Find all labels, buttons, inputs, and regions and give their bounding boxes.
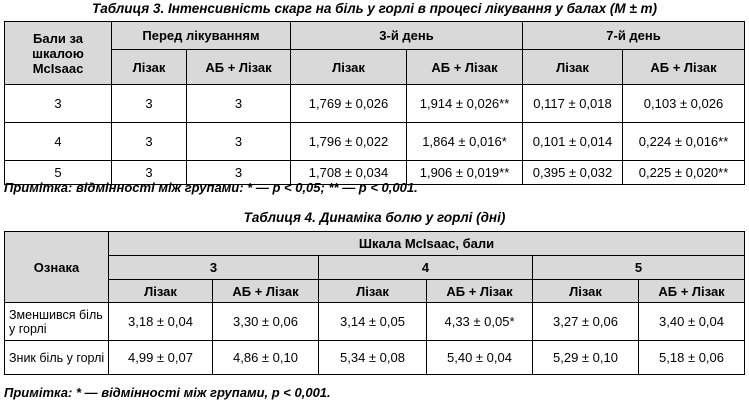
- value-cell: 3,40 ± 0,04: [639, 303, 745, 341]
- sign-column-header: Ознака: [5, 232, 109, 303]
- value-cell: 0,225 ± 0,020**: [623, 161, 745, 185]
- table4: [4, 231, 745, 375]
- value-cell: 3,30 ± 0,06: [213, 303, 319, 341]
- table3-note: Примітка: відмінності між групами: * — p < 0,05; ** — p < 0,001.: [4, 180, 418, 195]
- value-cell: 4,86 ± 0,10: [213, 341, 319, 375]
- score-header-5: 5: [533, 256, 745, 280]
- value-cell: 4,99 ± 0,07: [109, 341, 213, 375]
- value-cell: 1,769 ± 0,026: [291, 85, 407, 123]
- value-cell: 0,103 ± 0,026: [623, 85, 745, 123]
- value-cell: 5,29 ± 0,10: [533, 341, 639, 375]
- table3: [4, 21, 745, 185]
- subheader-ab-lizak: АБ + Лізак: [623, 50, 745, 85]
- score-column-header: Бали за шкалою McIsaac: [5, 22, 112, 85]
- group-header-before: Перед лікуванням: [112, 22, 291, 50]
- score-header-3: 3: [109, 256, 319, 280]
- subheader-ab-lizak: АБ + Лізак: [639, 280, 745, 303]
- scale-header: Шкала McIsaac, бали: [109, 232, 745, 256]
- row-label: Зменшився біль у горлі: [5, 303, 109, 341]
- value-cell: 1,914 ± 0,026**: [407, 85, 523, 123]
- subheader-ab-lizak: АБ + Лізак: [213, 280, 319, 303]
- value-cell: 3: [112, 85, 187, 123]
- table-row: [5, 341, 745, 375]
- score-cell: 5: [5, 161, 112, 185]
- value-cell: 3: [112, 161, 187, 185]
- row-label: Зник біль у горлі: [5, 341, 109, 375]
- value-cell: 5,18 ± 0,06: [639, 341, 745, 375]
- subheader-ab-lizak: АБ + Лізак: [187, 50, 291, 85]
- table4-note: Примітка: * — відмінності між групами, p < 0,001.: [4, 385, 331, 400]
- group-header-day3: 3-й день: [291, 22, 523, 50]
- group-header-day7: 7-й день: [523, 22, 745, 50]
- value-cell: 0,224 ± 0,016**: [623, 123, 745, 161]
- value-cell: 3,27 ± 0,06: [533, 303, 639, 341]
- value-cell: 1,906 ± 0,019**: [407, 161, 523, 185]
- subheader-lizak: Лізак: [112, 50, 187, 85]
- value-cell: 0,395 ± 0,032: [523, 161, 623, 185]
- table4-caption: Таблиця 4. Динаміка болю у горлі (дні): [243, 210, 506, 225]
- subheader-lizak: Лізак: [109, 280, 213, 303]
- subheader-lizak: Лізак: [319, 280, 427, 303]
- score-cell: 4: [5, 123, 112, 161]
- subheader-ab-lizak: АБ + Лізак: [427, 280, 533, 303]
- table-row: [5, 123, 745, 161]
- value-cell: 4,33 ± 0,05*: [427, 303, 533, 341]
- value-cell: 3: [187, 161, 291, 185]
- value-cell: 5,34 ± 0,08: [319, 341, 427, 375]
- value-cell: 5,40 ± 0,04: [427, 341, 533, 375]
- value-cell: 3,18 ± 0,04: [109, 303, 213, 341]
- table-row: [5, 303, 745, 341]
- value-cell: 1,708 ± 0,034: [291, 161, 407, 185]
- subheader-lizak: Лізак: [523, 50, 623, 85]
- subheader-ab-lizak: АБ + Лізак: [407, 50, 523, 85]
- subheader-lizak: Лізак: [533, 280, 639, 303]
- subheader-lizak: Лізак: [291, 50, 407, 85]
- table3-caption: Таблиця 3. Інтенсивність скарг на біль у горлі в процесі лікування у балах (M ± m): [91, 1, 658, 16]
- value-cell: 3: [187, 123, 291, 161]
- value-cell: 1,864 ± 0,016*: [407, 123, 523, 161]
- value-cell: 3: [112, 123, 187, 161]
- score-header-4: 4: [319, 256, 533, 280]
- value-cell: 3: [187, 85, 291, 123]
- value-cell: 3,14 ± 0,05: [319, 303, 427, 341]
- value-cell: 0,117 ± 0,018: [523, 85, 623, 123]
- value-cell: 1,796 ± 0,022: [291, 123, 407, 161]
- score-cell: 3: [5, 85, 112, 123]
- table-row: [5, 85, 745, 123]
- value-cell: 0,101 ± 0,014: [523, 123, 623, 161]
